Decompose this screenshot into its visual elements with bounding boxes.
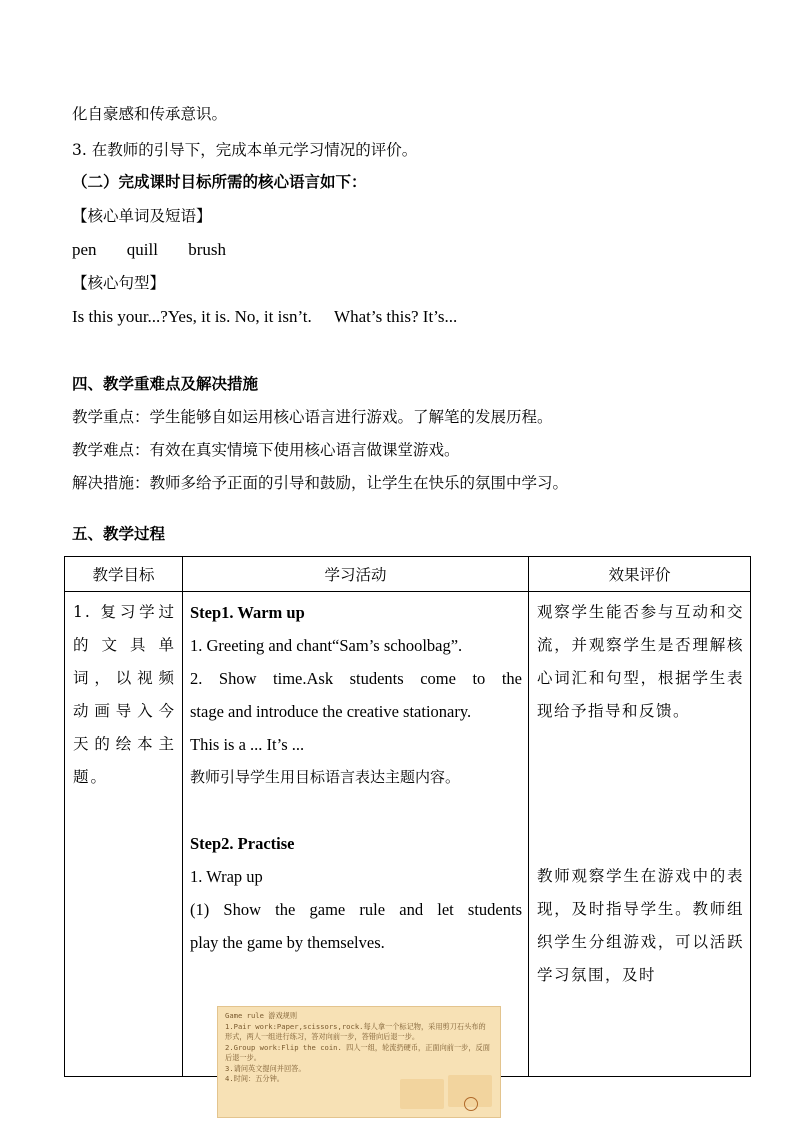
vocab-item: brush [188,240,226,259]
sentence-title: 【核心句型】 [72,274,166,292]
sentence-item: What’s this? It’s... [334,307,458,326]
evaluation-text-1: 观察学生能否参与互动和交流，并观察学生是否理解核心词汇和句型，根据学生表现给予指导和反馈。 [537,603,744,720]
table-header-row [65,557,751,592]
vocab-item: quill [126,240,158,259]
coin-icon [464,1097,478,1111]
step2-item1a: (1) Show the game rule and let students [190,900,522,919]
table-row [65,592,751,1077]
game-rule-image [217,1006,501,1118]
step1-item2a: 2. Show time.Ask students come to the [190,669,522,688]
evaluation-text-2: 教师观察学生在游戏中的表现，及时指导学生。教师组织学生分组游戏，可以活跃学习氛围，及时 [537,867,744,984]
step1-item2c: This is a ... It’s ... [190,735,305,754]
step1-title: Step1. Warm up [190,603,305,622]
step2-item1b: play the game by themselves. [190,933,385,952]
vocab-item: pen [72,240,97,259]
step2-item1: 1. Wrap up [190,867,263,886]
teaching-focus: 教学重点：学生能够自如运用核心语言进行游戏。了解笔的发展历程。 [72,408,553,426]
header-evaluation: 效果评价 [529,557,751,592]
goal-cell [65,592,183,1077]
section5-title: 五、教学过程 [72,524,166,543]
vocab-title: 【核心单词及短语】 [72,207,212,225]
step2-title: Step2. Practise [190,834,295,853]
teaching-process-table [64,556,751,1083]
step1-item1: 1. Greeting and chant“Sam’s schoolbag”. [190,636,463,655]
goal-text: 1. 复习学过的文具单词，以视频动画导入今天的绘本主题。 [73,603,176,786]
step1-cn: 教师引导学生用目标语言表达主题内容。 [190,768,461,786]
core-language-heading: （二）完成课时目标所需的核心语言如下： [72,172,367,191]
game-rule-text: Game rule 游戏规则 1.Pair work:Paper,scissors,rock.每人拿一个标记物，采用剪刀石头布的形式，两人一组进行练习，答对向前一步，答错向后退一步。 2.Group work:Flip the coin. 四人一组，轮流扔硬币，正面向前一步，反面后退一步。 3.请问英文提问并回答。 4.时间：五分钟。 [225,1011,490,1083]
header-activity: 学习活动 [183,557,529,592]
activity-cell [183,592,529,1083]
step1-item2b: stage and introduce the creative stationary. [190,702,472,721]
teaching-difficulty: 教学难点：有效在真实情境下使用核心语言做课堂游戏。 [72,441,460,459]
solution-measures: 解决措施：教师多给予正面的引导和鼓励，让学生在快乐的氛围中学习。 [72,474,569,492]
intro-line-2: 3. 在教师的引导下，完成本单元学习情况的评价。 [72,141,418,159]
evaluation-cell [529,592,751,1077]
sentence-item: Is this your...?Yes, it is. No, it isn’t. [72,307,312,326]
section4-title: 四、教学重难点及解决措施 [72,374,259,393]
header-goal: 教学目标 [65,557,183,592]
intro-line-1: 化自豪感和传承意识。 [72,105,228,123]
sentence-list [72,307,475,327]
vocab-list [72,240,252,260]
